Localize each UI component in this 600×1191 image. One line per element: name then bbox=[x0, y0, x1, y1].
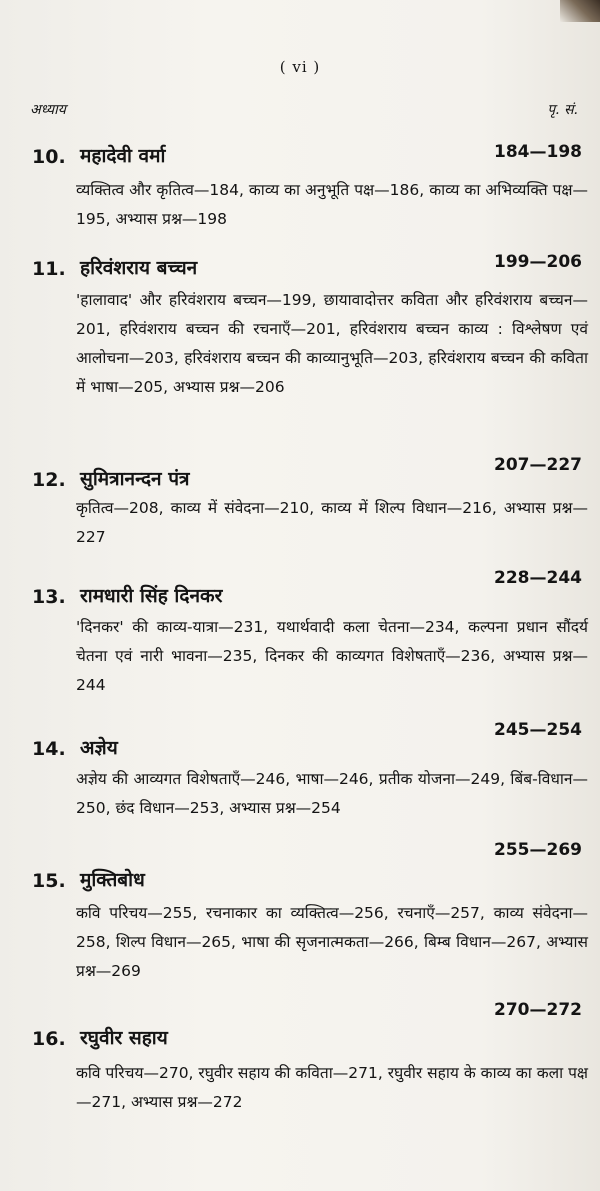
chapter-topics: व्यक्तित्व और कृतित्व—184, काव्य का अनुभूति पक्ष—186, काव्य का अभिव्यक्ति पक्ष—195, अभ्यास प्रश्न—198 bbox=[76, 181, 588, 228]
chapter-title: अज्ञेय bbox=[80, 737, 118, 759]
chapter-title: रामधारी सिंह दिनकर bbox=[80, 585, 223, 607]
page-range: 207—227 bbox=[494, 455, 582, 475]
column-header-page-no: पृ. सं. bbox=[547, 102, 578, 118]
page-range: 199—206 bbox=[494, 252, 582, 272]
chapter-title: सुमित्रानन्दन पंत्र bbox=[80, 468, 190, 490]
chapter-number: 10. bbox=[32, 146, 66, 168]
chapter-topics: कवि परिचय—270, रघुवीर सहाय की कविता—271, रघुवीर सहाय के काव्य का कला पक्ष—271, अभ्यास प्रश्न—272 bbox=[76, 1064, 588, 1111]
page-number: ( vi ) bbox=[279, 58, 321, 76]
chapter-topics: 'हालावाद' और हरिवंशराय बच्चन—199, छायावादोत्तर कविता और हरिवंशराय बच्चन—201, हरिवंशराय बच्चन की रचनाएँ—201, हरिवंशराय बच्चन काव्य : विश्लेषण एवं आलोचना—203, हरिवंशराय बच्चन की काव्यानुभूति—203, हरिवंशराय बच्चन की कविता में भाषा—205, अभ्यास प्रश्न—206 bbox=[76, 291, 588, 396]
chapter-number: 13. bbox=[32, 586, 66, 608]
chapter-title: रघुवीर सहाय bbox=[80, 1027, 168, 1049]
chapter-number: 12. bbox=[32, 469, 66, 491]
chapter-number: 15. bbox=[32, 870, 66, 892]
chapter-number: 14. bbox=[32, 738, 66, 760]
chapter-topics: कृतित्व—208, काव्य में संवेदना—210, काव्य में शिल्प विधान—216, अभ्यास प्रश्न—227 bbox=[76, 499, 588, 546]
chapter-title: मुक्तिबोध bbox=[80, 869, 145, 891]
page-range: 255—269 bbox=[494, 840, 582, 860]
chapter-topics: अज्ञेय की आव्यगत विशेषताएँ—246, भाषा—246, प्रतीक योजना—249, बिंब-विधान—250, छंद विधान—253, अभ्यास प्रश्न—254 bbox=[76, 770, 588, 817]
page-corner-shadow bbox=[560, 0, 600, 22]
column-header-chapter: अध्याय bbox=[30, 102, 66, 118]
page-range: 245—254 bbox=[494, 720, 582, 740]
page-range: 184—198 bbox=[494, 142, 582, 162]
page-range: 270—272 bbox=[494, 1000, 582, 1020]
chapter-number: 11. bbox=[32, 258, 66, 280]
chapter-topics: कवि परिचय—255, रचनाकार का व्यक्तित्व—256, रचनाएँ—257, काव्य संवेदना—258, शिल्प विधान—265, भाषा की सृजनात्मकता—266, बिम्ब विधान—267, अभ्यास प्रश्न—269 bbox=[76, 904, 588, 980]
chapter-topics: 'दिनकर' की काव्य-यात्रा—231, यथार्थवादी कला चेतना—234, कल्पना प्रधान सौंदर्य चेतना एवं नारी भावना—235, दिनकर की काव्यगत विशेषताएँ—236, अभ्यास प्रश्न—244 bbox=[76, 618, 588, 694]
page-range: 228—244 bbox=[494, 568, 582, 588]
chapter-number: 16. bbox=[32, 1028, 66, 1050]
chapter-title: हरिवंशराय बच्चन bbox=[80, 257, 198, 279]
chapter-title: महादेवी वर्मा bbox=[80, 145, 166, 167]
